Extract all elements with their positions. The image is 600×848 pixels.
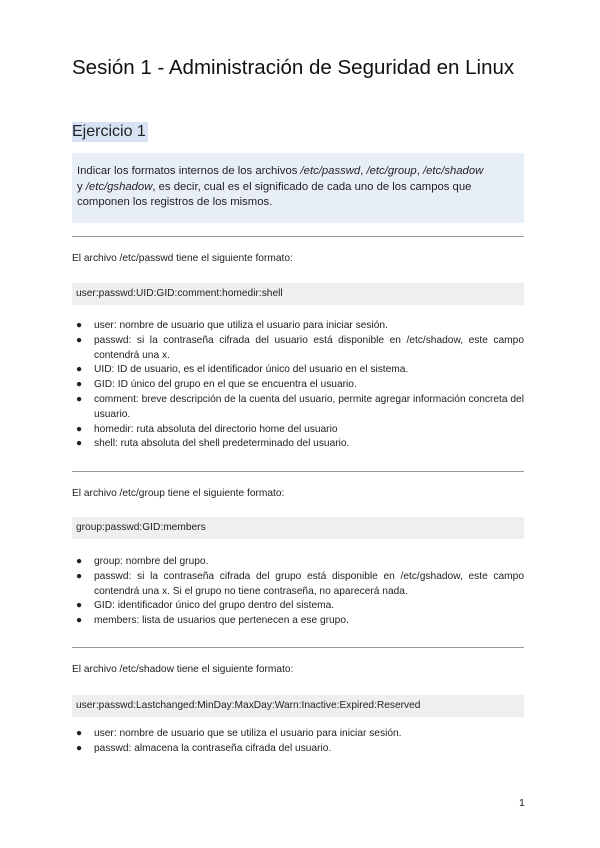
bullet-icon: ● [76, 334, 83, 346]
field-list [72, 727, 524, 757]
bullet-icon: ● [76, 556, 83, 567]
prompt-text: , [360, 165, 367, 177]
list-item [72, 614, 524, 629]
list-item-text: passwd: almacena la contraseña cifrada del usuario. [94, 742, 332, 754]
list-item-text: user: nombre de usuario que se utiliza el usuario para iniciar sesión. [94, 728, 402, 739]
section-intro: El archivo /etc/group tiene el siguiente formato: [72, 488, 285, 499]
page-number: 1 [519, 797, 525, 809]
bullet-icon: ● [76, 742, 83, 754]
field-list [72, 319, 524, 452]
list-item [72, 599, 524, 614]
list-item [72, 393, 524, 423]
list-item [72, 378, 524, 393]
list-item-text: GID: ID único del grupo en el que se encuentra el usuario. [94, 379, 357, 391]
list-item-text: members: lista de usuarios que pertenecen a ese grupo. [94, 615, 349, 627]
file-group: /etc/group [366, 165, 417, 177]
bullet-icon: ● [76, 393, 83, 405]
prompt-text: , [416, 165, 423, 177]
list-item-text: group: nombre del grupo. [94, 556, 209, 567]
bullet-icon: ● [76, 728, 83, 739]
field-list [72, 555, 524, 629]
divider [72, 236, 524, 237]
format-code: user:passwd:Lastchanged:MinDay:MaxDay:Warn:Inactive:Expired:Reserved [72, 695, 524, 717]
list-item [72, 334, 524, 364]
divider [72, 647, 524, 648]
bullet-icon: ● [76, 423, 83, 435]
list-item [72, 319, 524, 334]
list-item [72, 727, 524, 742]
section-intro: El archivo /etc/passwd tiene el siguiente formato: [72, 253, 293, 264]
list-item [72, 437, 524, 452]
exercise-prompt [72, 153, 524, 223]
list-item-text: user: nombre de usuario que utiliza el usuario para iniciar sesión. [94, 320, 388, 331]
bullet-icon: ● [76, 320, 83, 331]
list-item [72, 555, 524, 570]
list-item [72, 363, 524, 378]
exercise-heading: Ejercicio 1 [72, 123, 146, 140]
divider [72, 471, 524, 472]
prompt-text: Indicar los formatos internos de los archivos [77, 165, 301, 177]
list-item [72, 423, 524, 438]
format-code: group:passwd:GID:members [72, 517, 524, 539]
list-item-text: passwd: si la contraseña cifrada del grupo está disponible en /etc/gshadow, este campo contendrá una x. Si el grupo no tiene contraseña, no aparecerá nada. [94, 570, 524, 597]
bullet-icon: ● [76, 379, 83, 391]
section-intro: El archivo /etc/shadow tiene el siguiente formato: [72, 664, 294, 675]
bullet-icon: ● [76, 600, 83, 612]
bullet-icon: ● [76, 438, 83, 450]
list-item-text: shell: ruta absoluta del shell predeterminado del usuario. [94, 438, 350, 450]
format-code: user:passwd:UID:GID:comment:homedir:shell [72, 283, 524, 305]
page-title: Sesión 1 - Administración de Seguridad en Linux [72, 56, 515, 79]
file-shadow: /etc/shadow [423, 165, 484, 177]
file-gshadow: /etc/gshadow [85, 180, 153, 193]
bullet-icon: ● [76, 570, 83, 582]
list-item-text: GID: identificador único del grupo dentro del sistema. [94, 600, 335, 612]
list-item-text: homedir: ruta absoluta del directorio home del usuario [94, 423, 338, 435]
prompt-text: y [77, 180, 86, 193]
list-item [72, 570, 524, 600]
bullet-icon: ● [76, 364, 83, 376]
list-item-text: comment: breve descripción de la cuenta del usuario, permite agregar información concreta del usuario. [94, 393, 524, 420]
list-item [72, 742, 524, 757]
file-passwd: /etc/passwd [300, 165, 361, 177]
prompt-text: , es decir, cual es el significado de cada uno de los campos que componen los registros de los mismos. [77, 180, 472, 208]
list-item-text: UID: ID de usuario, es el identificador único del usuario en el sistema. [94, 364, 409, 376]
bullet-icon: ● [76, 615, 83, 627]
list-item-text: passwd: si la contraseña cifrada del usuario está disponible en /etc/shadow, este campo contendrá una x. [94, 334, 524, 361]
